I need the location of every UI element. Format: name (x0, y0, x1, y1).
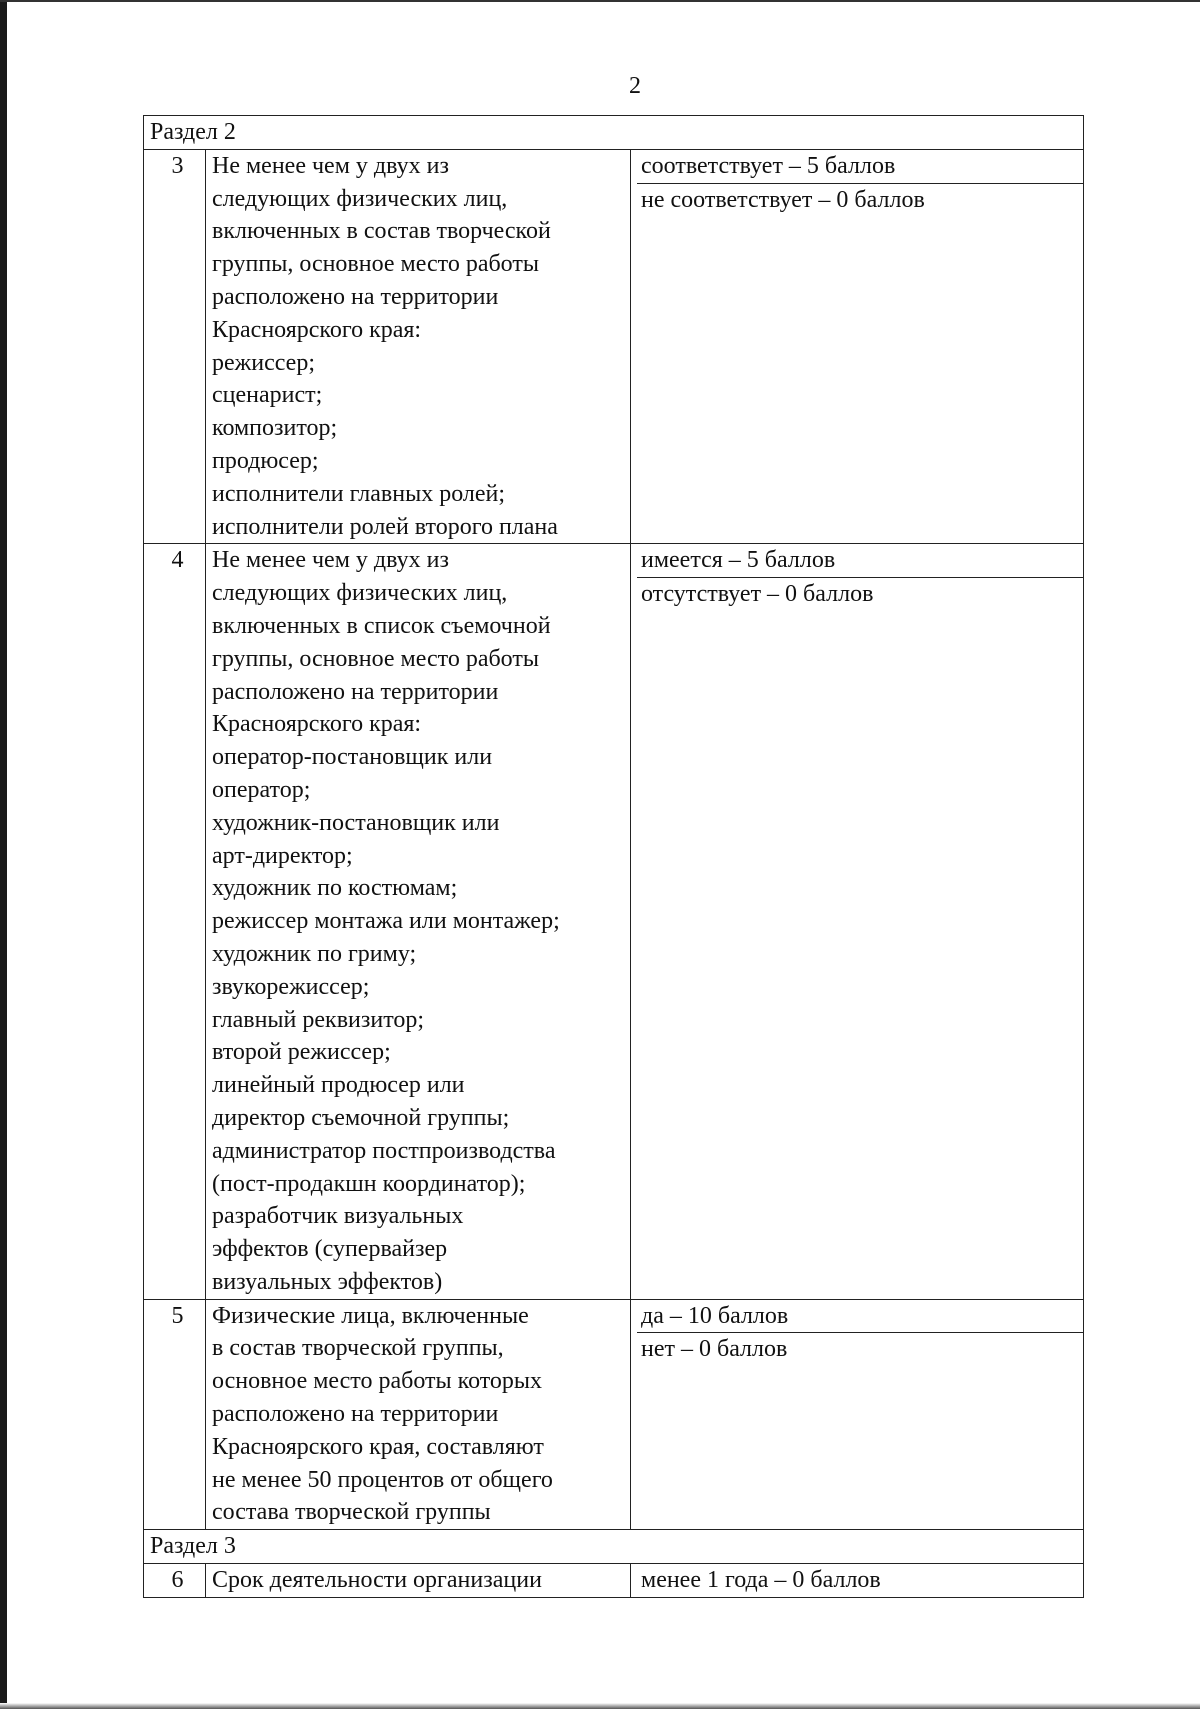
description-line: состава творческой группы (212, 1499, 491, 1526)
scan-edge-left (0, 0, 7, 1709)
criterion-scores (631, 1564, 1084, 1598)
description-line: Не менее чем у двух из (212, 152, 449, 179)
criterion-description (206, 149, 631, 544)
description-line: исполнители ролей второго плана (212, 513, 558, 540)
description-line: художник по костюмам; (212, 875, 458, 902)
description-line: директор съемочной группы; (212, 1104, 510, 1131)
description-line: (пост-продакшн координатор); (212, 1170, 526, 1197)
description-line: визуальных эффектов) (212, 1268, 443, 1295)
description-line: линейный продюсер или (212, 1072, 465, 1099)
description-line: исполнители главных ролей; (212, 480, 506, 507)
section-header-row (144, 116, 1084, 150)
description-line: режиссер; (212, 349, 315, 376)
score-option: да – 10 баллов (637, 1300, 1083, 1334)
criteria-table (143, 115, 1084, 1598)
description-line: режиссер монтажа или монтажер; (212, 908, 560, 935)
description-line: группы, основное место работы (212, 251, 539, 278)
description-line: группы, основное место работы (212, 645, 539, 672)
description-line: главный реквизитор; (212, 1006, 425, 1033)
row-number: 6 (144, 1564, 206, 1598)
row-number: 3 (144, 149, 206, 544)
criterion-scores (631, 544, 1084, 1299)
criterion-scores (631, 1299, 1084, 1530)
description-line: продюсер; (212, 447, 319, 474)
description-line: основное место работы которых (212, 1368, 543, 1395)
score-option: менее 1 года – 0 баллов (641, 1567, 881, 1594)
description-line: расположено на территории (212, 1401, 499, 1428)
scan-edge-bottom (0, 1703, 1200, 1709)
description-line: эффектов (супервайзер (212, 1236, 448, 1263)
table-row (144, 149, 1084, 544)
description-line: второй режиссер; (212, 1039, 391, 1066)
description-line: Не менее чем у двух из (212, 547, 449, 574)
description-line: Красноярского края: (212, 316, 422, 343)
table-row (144, 1299, 1084, 1530)
description-line: Красноярского края: (212, 711, 422, 738)
description-line: расположено на территории (212, 678, 499, 705)
row-number: 5 (144, 1299, 206, 1530)
criterion-description (206, 1564, 631, 1598)
score-option: отсутствует – 0 баллов (641, 581, 874, 608)
description-line: художник-постановщик или (212, 809, 500, 836)
page-number: 2 (629, 73, 641, 99)
criterion-scores (631, 149, 1084, 544)
description-line: звукорежиссер; (212, 973, 370, 1000)
score-option: нет – 0 баллов (641, 1336, 788, 1363)
description-line: сценарист; (212, 382, 323, 409)
section-header-row (144, 1530, 1084, 1564)
description-line: следующих физических лиц, (212, 580, 508, 607)
table-row (144, 1564, 1084, 1598)
description-line: не менее 50 процентов от общего (212, 1466, 553, 1493)
description-line: композитор; (212, 415, 338, 442)
scan-edge-top (0, 0, 1200, 2)
section-title: Раздел 2 (144, 116, 1084, 150)
table-row (144, 544, 1084, 1299)
criterion-description (206, 1299, 631, 1530)
description-line: художник по гриму; (212, 940, 417, 967)
description-line: оператор-постановщик или (212, 744, 493, 771)
section-title: Раздел 3 (144, 1530, 1084, 1564)
row-number: 4 (144, 544, 206, 1299)
description-line: следующих физических лиц, (212, 185, 508, 212)
description-line: администратор постпроизводства (212, 1137, 556, 1164)
description-line: Красноярского края, составляют (212, 1433, 544, 1460)
description-line: разработчик визуальных (212, 1203, 464, 1230)
description-line: оператор; (212, 776, 311, 803)
score-option: не соответствует – 0 баллов (641, 186, 925, 213)
criterion-description (206, 544, 631, 1299)
score-option: имеется – 5 баллов (637, 544, 1083, 578)
description-line: в состав творческой группы, (212, 1335, 504, 1362)
score-option: соответствует – 5 баллов (637, 150, 1083, 184)
description-line: включенных в состав творческой (212, 218, 551, 245)
description-line: арт-директор; (212, 842, 353, 869)
description-line: Физические лица, включенные (212, 1302, 529, 1329)
description-line: Срок деятельности организации (212, 1567, 542, 1594)
description-line: включенных в список съемочной (212, 612, 551, 639)
description-line: расположено на территории (212, 283, 499, 310)
